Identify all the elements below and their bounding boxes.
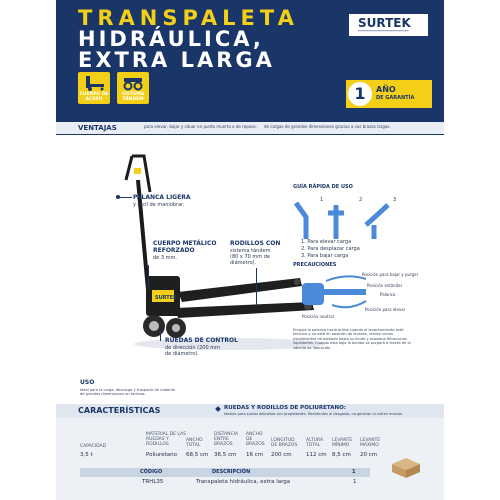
brand-tagline-decoration: ━━━━━━━━━━━━━━━━━━━━━━━━━━━━ <box>358 29 409 33</box>
cuerpo-subtitle: de 3 mm. <box>153 255 177 261</box>
title-line-2: HIDRÁULICA, <box>78 27 264 51</box>
guide-step-2: 2. Para desplazar carga <box>301 246 360 252</box>
spec-header-1: MATERIAL DE LAS RUEDAS Y RODILLOS <box>146 432 186 447</box>
warranty-number: 1 <box>348 82 372 106</box>
warranty-line-2: DE GARANTÍA <box>376 95 415 101</box>
rodillos-sub-1: sistema tándem <box>230 248 271 254</box>
product-quantity: 1 <box>353 479 357 485</box>
rodillos-title: RODILLOS CON <box>230 240 281 247</box>
spec-value-6: 112 cm <box>306 452 327 458</box>
ruedas-sub-2: de diámetro). <box>165 351 199 357</box>
header-banner <box>56 0 444 123</box>
palanca-title: PALANCA LIGERA <box>133 194 191 201</box>
warranty-line-1: AÑO <box>376 85 396 94</box>
label-bajar-purgar: Posición para bajar y purgar <box>362 272 419 277</box>
spec-header-4: ANCHO DE BRAZOS <box>246 432 265 447</box>
guide-step-3: 3. Para bajar carga <box>301 253 349 259</box>
spec-header-8: LEVANTE MÁXIMO <box>360 438 381 448</box>
product-code: TRHL35 <box>142 479 164 485</box>
tandem-label: SISTEMA TÁNDEM <box>121 92 145 102</box>
spec-value-2: 68,5 cm <box>186 452 209 458</box>
characteristics-sub-title: RUEDAS Y RODILLOS DE POLIURETANO: <box>224 405 346 411</box>
code-table-header <box>80 468 370 477</box>
cuerpo-title-2: REFORZADO <box>153 247 195 254</box>
feature-1-title: PALANCA DE 3 POSICIONES <box>144 113 252 121</box>
spec-value-0: 3,5 t <box>80 452 93 458</box>
description-header: DESCRIPCIÓN <box>212 469 251 475</box>
uso-text: Ideal para la carga, descarga y trasporte de material de grandes dimensiones en tarimas. <box>80 388 176 397</box>
ruedas-leader <box>160 331 161 341</box>
cuerpo-leader <box>148 265 149 289</box>
feature-2-title: FACILITA EL TRANSPORTE Y MOVIMIENTO <box>264 113 426 121</box>
spec-value-8: 20 cm <box>360 452 378 458</box>
box-icon <box>390 456 422 478</box>
palanca-subtitle: y fácil de maniobrar. <box>133 202 185 208</box>
title-line-3: EXTRA LARGA <box>78 48 275 72</box>
steel-body-label: CUERPO DE ACERO <box>79 92 109 102</box>
spec-table <box>56 418 444 500</box>
ruedas-sub-1: de dirección (200 mm <box>165 345 220 351</box>
rodillos-sub-3: diámetro). <box>230 260 257 266</box>
spec-value-4: 16 cm <box>246 452 264 458</box>
characteristics-sub-text: Ideales para suelos delicados con propiedades. Resistentes al desgaste, no generan ni sufren marcas. <box>224 412 403 416</box>
guide-step-1: 1. Para elevar carga <box>301 239 352 245</box>
pallet-jack-icon <box>78 72 110 94</box>
guide-title: GUÍA RÁPIDA DE USO <box>293 184 353 190</box>
product-content <box>56 135 444 397</box>
spec-header-6: ALTURA TOTAL <box>306 438 324 448</box>
spec-header-3: DISTANCIA ENTRE BRAZOS <box>214 432 239 447</box>
code-header: CÓDIGO <box>140 469 163 475</box>
guide-handle-diagram <box>288 195 398 241</box>
warranty-badge <box>346 80 432 108</box>
tandem-wheel-icon <box>117 72 149 94</box>
feature-2-subtitle: de cargas de grandes dimensiones gracias a sus brazos largos. <box>264 124 391 129</box>
spec-value-7: 8,5 cm <box>332 452 351 458</box>
precautions-title: PRECAUCIONES <box>293 262 337 268</box>
product-description: Transpaleta hidráulica, extra larga <box>196 479 291 485</box>
precautions-diagram <box>296 271 376 313</box>
guide-number-2: 2 <box>359 197 363 203</box>
characteristics-bullet <box>215 406 221 412</box>
guide-number-3: 3 <box>393 197 397 203</box>
title-line-1: TRANSPALETA <box>78 6 299 30</box>
rodillos-leader <box>256 268 257 306</box>
palanca-leader <box>118 197 132 198</box>
rodillos-sub-2: (80 x 70 mm de <box>230 254 270 260</box>
palanca-dot <box>116 195 120 199</box>
characteristics-header <box>56 404 444 418</box>
quantity-header: 1 <box>352 469 356 475</box>
spec-header-7: LEVANTE MÍNIMO <box>332 438 353 448</box>
label-elevar: Posición para elevar <box>365 307 406 312</box>
label-estandar: Posición estándar <box>367 283 403 288</box>
ruedas-title: RUEDAS DE CONTROL <box>165 337 238 344</box>
spec-header-2: ANCHO TOTAL <box>186 438 203 448</box>
spec-header-5: LONGITUD DE BRAZOS <box>271 438 298 448</box>
spec-value-3: 36,5 cm <box>214 452 237 458</box>
uso-title: USO <box>80 379 95 386</box>
spec-header-0: CAPACIDAD <box>80 444 107 449</box>
spec-value-5: 200 cm <box>271 452 292 458</box>
cuerpo-title-1: CUERPO METÁLICO <box>153 240 217 247</box>
feature-1-subtitle: para elevar, bajar y situar en punto muerto o de reposo. <box>144 124 257 129</box>
brand-name: SURTEK <box>358 16 411 30</box>
brand-logo <box>349 14 428 36</box>
ventajas-title: VENTAJAS <box>78 124 117 132</box>
svg-text:SURTEK: SURTEK <box>155 295 177 301</box>
characteristics-title: CARACTERÍSTICAS <box>78 406 161 415</box>
spec-value-1: Poliuretano <box>146 452 177 458</box>
precautions-text: Empuje la palanca hacia arriba cuando el levantamiento esté electivo o no esté en posición de levante, realice varios movimientos de bombeo hasta su límite y ocasione filtraciones liquidantes. Cuando esta baja la bomba se purgará a través de la válvula de liberación. <box>293 328 411 350</box>
label-neutral: Posición neutral <box>302 314 334 319</box>
label-palanca: Palanca <box>380 292 396 297</box>
guide-number-1: 1 <box>320 197 324 203</box>
